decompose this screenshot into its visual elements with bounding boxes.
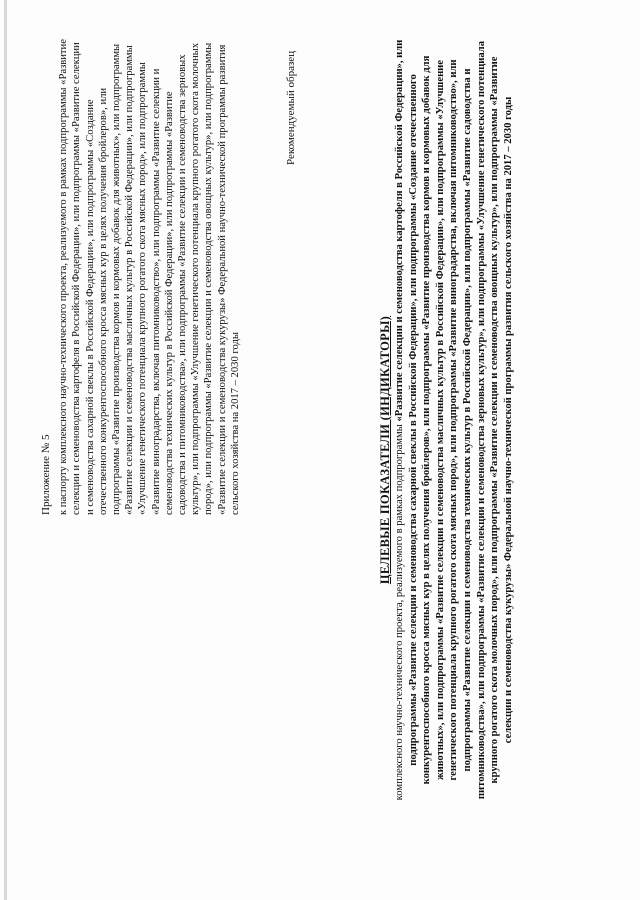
sample-label: Рекомендуемый образец: [285, 50, 297, 165]
appendix-block: [40, 35, 242, 515]
description-lead: комплексного научно-технического проекта, реализуемого в рамках подпрограммы: [394, 424, 405, 801]
description-body: «Развитие селекции и семеноводства картофеля в Российской Федерации», или подпрограммы «Развитие селекции и семеноводства сахарной свеклы в Российской Федерации», или подпрограммы «Создание отечественного конкурентоспособного кросса мясных кур в целях получения бройлеров», или подпрограммы «Развитие производства кормов и кормовых добавок для животных», или подпрограммы «Развитие селекции и семеноводства масличных культур в Российской Федерации», или подпрограммы «Улучшение генетического потенциала крупного рогатого скота мясных пород», или подпрограммы «Развитие виноградарства, включая питомниководство», или подпрограммы «Развитие селекции и семеноводства технических культур в Российской Федерации», или подпрограммы «Развитие садоводства и питомниководства», или подпрограммы «Развитие селекции и семеноводства зерновых культур», или подпрограммы «Улучшение генетического потенциала крупного рогатого скота молочных пород», или подпрограммы «Развитие селекции и семеноводства овощных культур», или подпрограммы «Развитие селекции и семеноводства кукурузы» Федеральной научно-технической программы развития сельского хозяйства на 2017 – 2030 годы: [394, 39, 514, 800]
appendix-title: Приложение № 5: [40, 434, 52, 515]
heading-description: [393, 35, 515, 805]
appendix-text: к паспорту комплексного научно-технического проекта, реализуемого в рамках подпрограммы «Развитие селекции и семеноводства картофеля в Российской Федерации», или подпрограммы «Развитие селекции и семеноводства сахарной свеклы в Российской Федерации», или подпрограммы «Создание отечественного конкурентоспособного кросса мясных кур в целях получения бройлеров», или подпрограммы «Развитие производства кормов и кормовых добавок для животных», или подпрограммы «Развитие селекции и семеноводства масличных культур в Российской Федерации», или подпрограммы «Улучшение генетического потенциала крупного рогатого скота мясных пород», или подпрограммы «Развитие виноградарства, включая питомниководство», или подпрограммы «Развитие селекции и семеноводства технических культур в Российской Федерации», или подпрограммы «Развитие садоводства и питомниководства», или подпрограммы «Развитие селекции и семеноводства зерновых культур», или подпрограммы «Улучшение генетического потенциала крупного рогатого скота молочных пород», или подпрограммы «Развитие селекции и семеноводства овощных культур», или подпрограммы «Развитие селекции и семеноводства кукурузы» Федеральной научно-технической программы развития сельского хозяйства на 2017 – 2030 годы: [58, 39, 241, 515]
document-heading: ЦЕЛЕВЫЕ ПОКАЗАТЕЛИ (ИНДИКАТОРЫ): [378, 315, 392, 585]
